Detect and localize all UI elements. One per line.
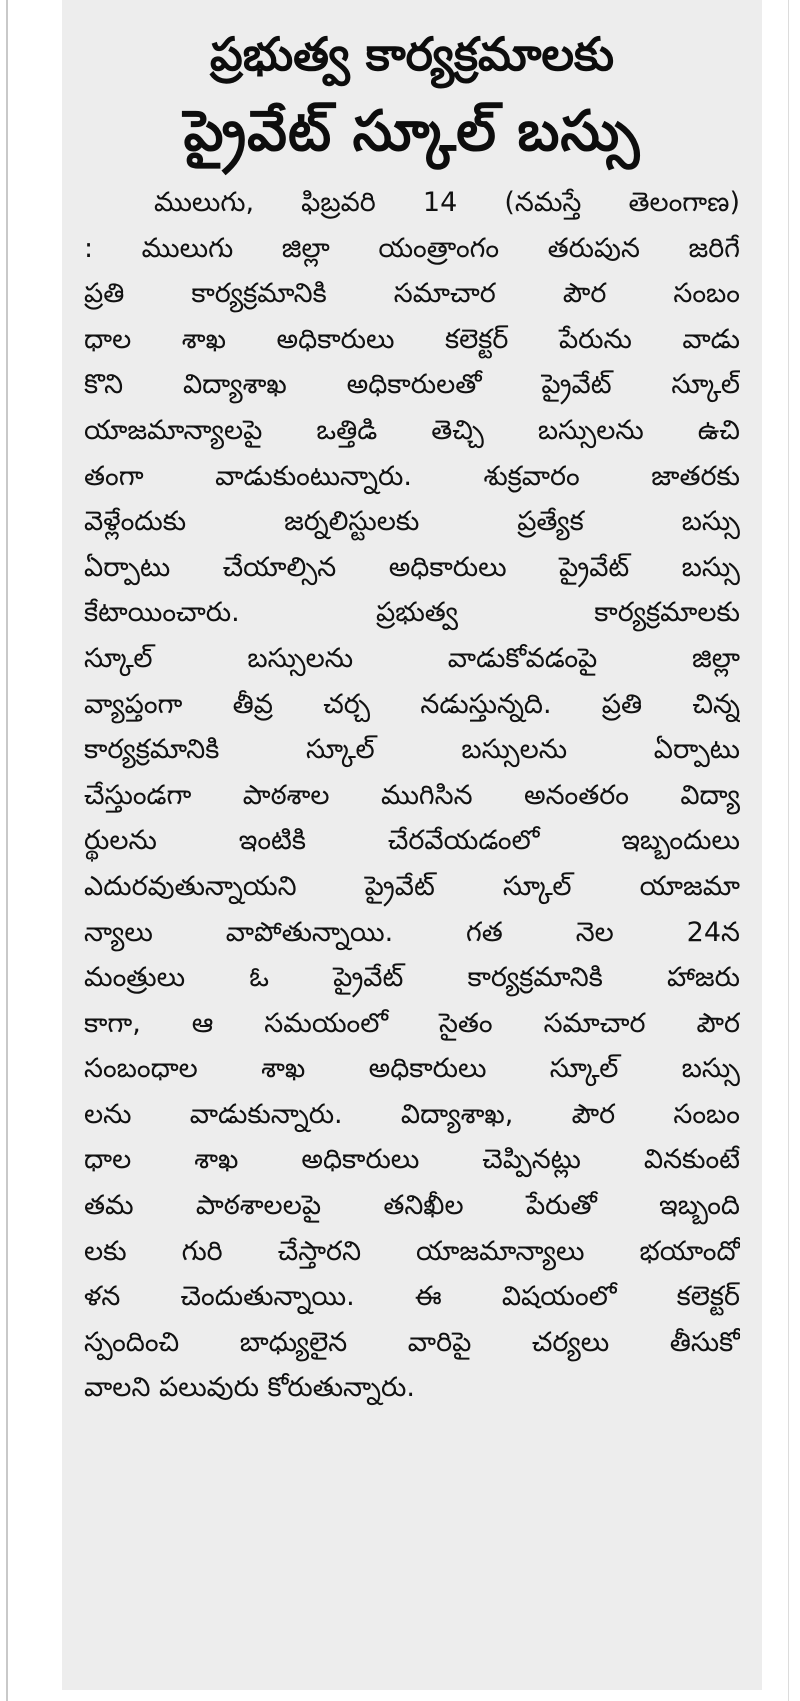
body-line: ర్థులను ఇంటికి చేరవేయడంలో ఇబ్బందులు	[84, 825, 740, 857]
body-line: న్యాలు వాపోతున్నాయి. గత నెల 24న	[84, 916, 740, 948]
body-line: తంగా వాడుకుంటున్నారు. శుక్రవారం జాతరకు	[84, 460, 740, 492]
body-line: వ్యాప్తంగా తీవ్ర చర్చ నడుస్తున్నది. ప్రతి చిన్న	[84, 688, 740, 720]
right-divider	[788, 0, 789, 1701]
newspaper-clipping	[62, 0, 762, 1690]
body-line: కాగా, ఆ సమయంలో సైతం సమాచార పౌర	[84, 1007, 740, 1039]
body-line: చేస్తుండగా పాఠశాల ముగిసిన అనంతరం విద్యా	[84, 779, 740, 811]
body-line: లకు గురి చేస్తారని యాజమాన్యాలు భయాందో	[84, 1235, 740, 1267]
body-line: కేటాయించారు. ప్రభుత్వ కార్యక్రమాలకు	[84, 597, 740, 629]
body-line: వాలని పలువురు కోరుతున్నారు.	[84, 1372, 415, 1404]
body-line: ధాల శాఖ అధికారులు చెప్పినట్లు వినకుంటే	[84, 1144, 740, 1176]
body-line: ఏర్పాటు చేయాల్సిన అధికారులు ప్రైవేట్ బస్సు	[84, 551, 740, 583]
body-line: సంబంధాల శాఖ అధికారులు స్కూల్ బస్సు	[84, 1053, 740, 1085]
body-line: యాజమాన్యాలపై ఒత్తిడి తెచ్చి బస్సులను ఉచి	[84, 414, 740, 446]
body-line: తమ పాఠశాలలపై తనిఖీల పేరుతో ఇబ్బంది	[84, 1190, 740, 1222]
body-line: స్పందించి బాధ్యులైన వారిపై చర్యలు తీసుకో	[84, 1326, 740, 1358]
body-line: ఎదురవుతున్నాయని ప్రైవేట్ స్కూల్ యాజమా	[84, 870, 740, 902]
body-line: వెళ్లేందుకు జర్నలిస్టులకు ప్రత్యేక బస్సు	[84, 506, 740, 538]
body-line: : ములుగు జిల్లా యంత్రాంగం తరుపున జరిగే	[84, 232, 740, 264]
body-line: కొని విద్యాశాఖ అధికారులతో ప్రైవేట్ స్కూల్	[84, 369, 740, 401]
body-line: ళన చెందుతున్నాయి. ఈ విషయంలో కలెక్టర్	[84, 1281, 740, 1313]
headline-line-1: ప్రభుత్వ కార్యక్రమాలకు	[210, 27, 614, 81]
body-line: ధాల శాఖ అధికారులు కలెక్టర్ పేరును వాడు	[84, 323, 740, 355]
body-line: ప్రతి కార్యక్రమానికి సమాచార పౌర సంబం	[84, 278, 740, 310]
body-line: కార్యక్రమానికి స్కూల్ బస్సులను ఏర్పాటు	[84, 734, 740, 766]
article-body	[84, 180, 740, 1411]
body-line: మంత్రులు ఓ ప్రైవేట్ కార్యక్రమానికి హాజరు	[84, 962, 740, 994]
body-line: లను వాడుకున్నారు. విద్యాశాఖ, పౌర సంబం	[84, 1098, 740, 1130]
left-divider	[6, 0, 8, 1701]
headline-line-2: ప్రైవేట్ స్కూల్ బస్సు	[183, 99, 641, 164]
body-line: స్కూల్ బస్సులను వాడుకోవడంపై జిల్లా	[84, 642, 740, 674]
headline	[84, 18, 740, 174]
body-line: ములుగు, ఫిబ్రవరి 14 (నమస్తే తెలంగాణ)	[154, 187, 740, 218]
